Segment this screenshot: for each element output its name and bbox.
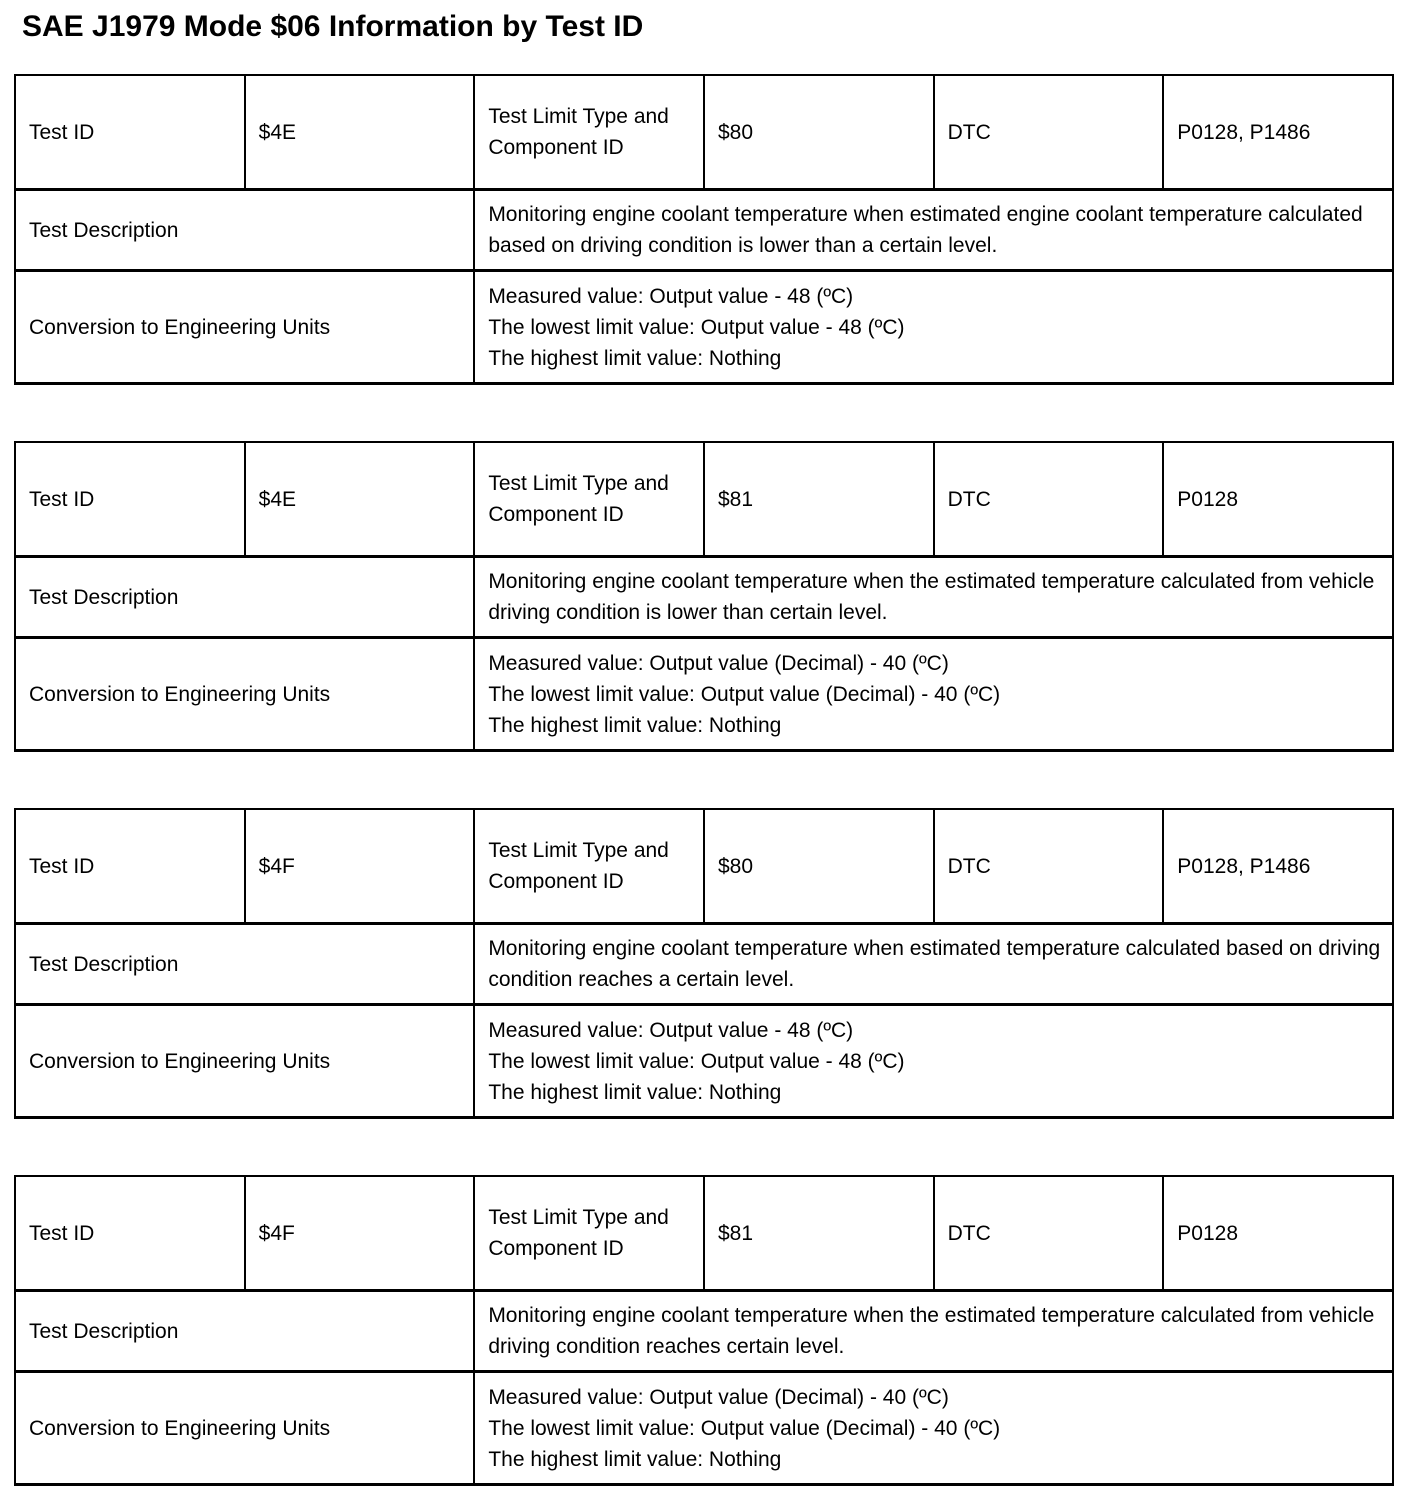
conversion-value bbox=[474, 638, 1393, 751]
table-row bbox=[15, 924, 1393, 1005]
table-row bbox=[15, 75, 1393, 190]
conversion-value bbox=[474, 1005, 1393, 1118]
table-row bbox=[15, 271, 1393, 384]
conversion-value bbox=[474, 1372, 1393, 1485]
component-id-value: $81 bbox=[704, 442, 934, 557]
dtc-value: P0128 bbox=[1163, 1176, 1393, 1291]
test-limit-type-label: Test Limit Type and Component ID bbox=[474, 1176, 704, 1291]
conversion-line: The lowest limit value: Output value - 48 (ºC) bbox=[488, 315, 905, 339]
dtc-value: P0128 bbox=[1163, 442, 1393, 557]
conversion-line: The lowest limit value: Output value - 48 (ºC) bbox=[488, 1049, 905, 1073]
conversion-line: Measured value: Output value (Decimal) - 40 (ºC) bbox=[488, 1385, 949, 1409]
test-table-4e-80 bbox=[14, 74, 1394, 385]
test-description-value: Monitoring engine coolant temperature when the estimated temperature calculated from vehicle driving condition reaches certain level. bbox=[474, 1291, 1393, 1372]
conversion-line: The highest limit value: Nothing bbox=[488, 1080, 782, 1104]
conversion-line: Measured value: Output value - 48 (ºC) bbox=[488, 1018, 854, 1042]
test-description-value: Monitoring engine coolant temperature when estimated engine coolant temperature calculated based on driving condition is lower than a certain level. bbox=[474, 190, 1393, 271]
test-table-4f-81 bbox=[14, 1175, 1394, 1486]
test-description-value: Monitoring engine coolant temperature when the estimated temperature calculated from vehicle driving condition is lower than certain level. bbox=[474, 557, 1393, 638]
table-row bbox=[15, 190, 1393, 271]
conversion-line: The lowest limit value: Output value (Decimal) - 40 (ºC) bbox=[488, 682, 1001, 706]
test-limit-type-label: Test Limit Type and Component ID bbox=[474, 809, 704, 924]
table-row bbox=[15, 1005, 1393, 1118]
conversion-value bbox=[474, 271, 1393, 384]
conversion-line: The lowest limit value: Output value (Decimal) - 40 (ºC) bbox=[488, 1416, 1001, 1440]
dtc-value: P0128, P1486 bbox=[1163, 75, 1393, 190]
test-table-4e-81 bbox=[14, 441, 1394, 752]
conversion-line: The highest limit value: Nothing bbox=[488, 713, 782, 737]
test-description-label: Test Description bbox=[15, 1291, 474, 1372]
test-id-label: Test ID bbox=[15, 1176, 245, 1291]
component-id-value: $80 bbox=[704, 75, 934, 190]
dtc-label: DTC bbox=[934, 809, 1164, 924]
test-description-label: Test Description bbox=[15, 924, 474, 1005]
dtc-label: DTC bbox=[934, 1176, 1164, 1291]
page-title: SAE J1979 Mode $06 Information by Test ID bbox=[22, 10, 644, 43]
test-limit-type-label: Test Limit Type and Component ID bbox=[474, 75, 704, 190]
test-limit-type-label: Test Limit Type and Component ID bbox=[474, 442, 704, 557]
test-id-value: $4E bbox=[245, 75, 475, 190]
conversion-label: Conversion to Engineering Units bbox=[15, 271, 474, 384]
test-description-value: Monitoring engine coolant temperature when estimated temperature calculated based on driving condition reaches a certain level. bbox=[474, 924, 1393, 1005]
conversion-line: Measured value: Output value (Decimal) - 40 (ºC) bbox=[488, 651, 949, 675]
component-id-value: $80 bbox=[704, 809, 934, 924]
table-row bbox=[15, 1176, 1393, 1291]
table-row bbox=[15, 442, 1393, 557]
table-row bbox=[15, 1291, 1393, 1372]
test-table-4f-80 bbox=[14, 808, 1394, 1119]
conversion-line: The highest limit value: Nothing bbox=[488, 1447, 782, 1471]
conversion-label: Conversion to Engineering Units bbox=[15, 638, 474, 751]
test-description-label: Test Description bbox=[15, 557, 474, 638]
table-row bbox=[15, 638, 1393, 751]
table-row bbox=[15, 809, 1393, 924]
conversion-line: Measured value: Output value - 48 (ºC) bbox=[488, 284, 854, 308]
test-id-label: Test ID bbox=[15, 809, 245, 924]
table-row bbox=[15, 1372, 1393, 1485]
test-id-value: $4F bbox=[245, 1176, 475, 1291]
table-row bbox=[15, 557, 1393, 638]
conversion-label: Conversion to Engineering Units bbox=[15, 1005, 474, 1118]
test-id-label: Test ID bbox=[15, 75, 245, 190]
conversion-label: Conversion to Engineering Units bbox=[15, 1372, 474, 1485]
test-id-label: Test ID bbox=[15, 442, 245, 557]
conversion-line: The highest limit value: Nothing bbox=[488, 346, 782, 370]
component-id-value: $81 bbox=[704, 1176, 934, 1291]
dtc-value: P0128, P1486 bbox=[1163, 809, 1393, 924]
test-id-value: $4E bbox=[245, 442, 475, 557]
test-description-label: Test Description bbox=[15, 190, 474, 271]
dtc-label: DTC bbox=[934, 442, 1164, 557]
dtc-label: DTC bbox=[934, 75, 1164, 190]
test-id-value: $4F bbox=[245, 809, 475, 924]
